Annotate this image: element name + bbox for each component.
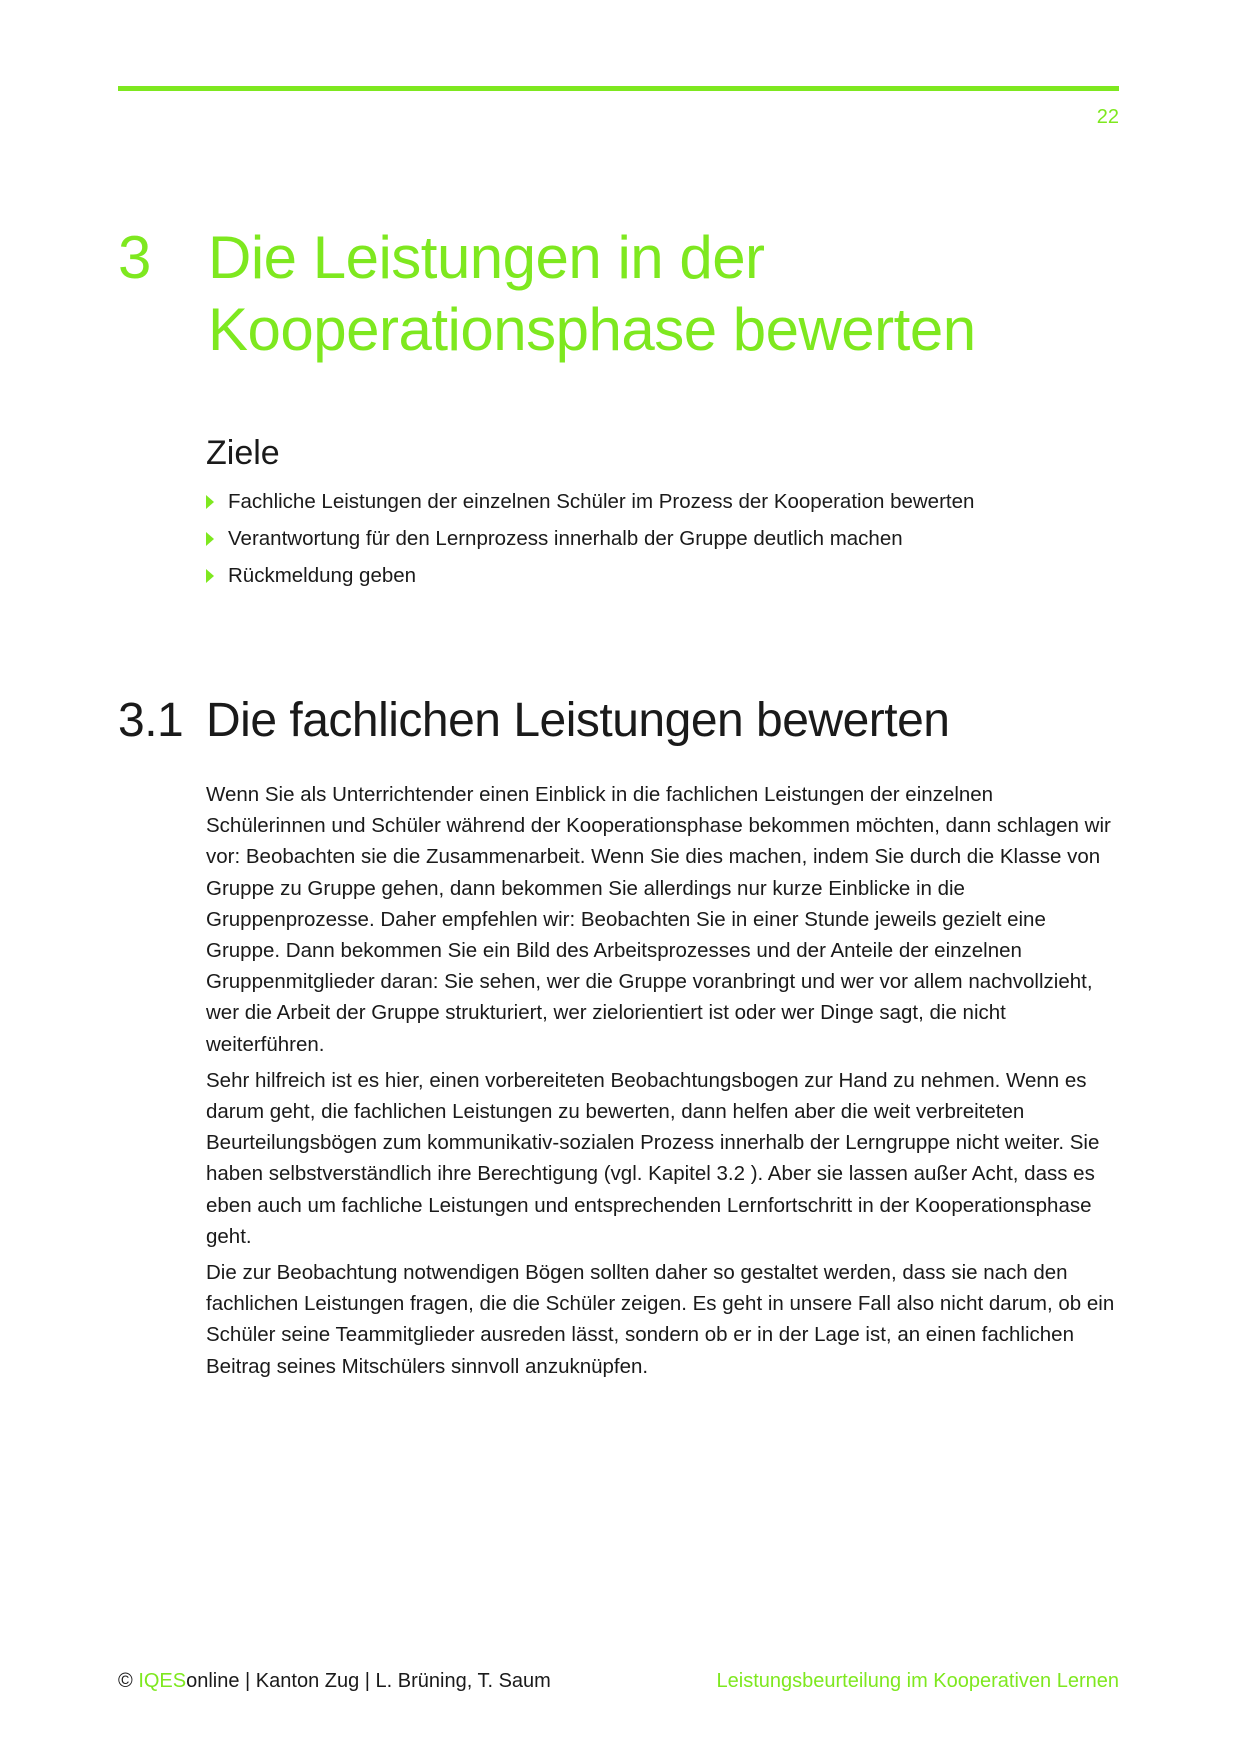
footer-credits [118,1670,551,1693]
goal-item-text: Fachliche Leistungen der einzelnen Schüler im Prozess der Kooperation bewerten [228,490,975,513]
paragraph: Die zur Beobachtung notwendigen Bögen sollten daher so gestaltet werden, dass sie nach den fachlichen Leistungen fragen, die die Schüler zeigen. Es geht in unsere Fall also nicht darum, ob ein Schüler seine Teammitglieder ausreden lässt, sondern ob er in der Lage ist, an einen fachlichen Beitrag seines Mitschülers sinnvoll anzuknüpfen. [206,1261,1115,1378]
goal-item-text: Rückmeldung geben [228,564,417,587]
footer-authors: | Kanton Zug | L. Brüning, T. Saum [239,1670,551,1692]
chapter-title [118,222,1118,366]
goal-item [206,520,1106,557]
page-number: 22 [1096,106,1119,128]
brand-rest: online [186,1670,240,1692]
paragraph: Sehr hilfreich ist es hier, einen vorbereiteten Beobachtungsbogen zur Hand zu nehmen. Wenn es darum geht, die fachlichen Leistungen zu bewerten, dann helfen aber die weit verbreiteten Beurteilungsbögen zum kommunikativ-sozialen Prozess innerhalb der Lerngruppe nicht weiter. Sie haben selbstverständlich ihre Berechtigung (vgl. Kapitel 3.2 ). Aber sie lassen außer Acht, dass es eben auch um fachliche Leistungen und entsprechenden Lernfortschritt in der Kooperationsphase geht. [206,1068,1100,1248]
copyright-symbol: © [118,1670,133,1692]
triangle-bullet-icon [206,569,214,583]
section-title-text: Die fachlichen Leistungen bewerten [206,694,950,747]
section-number: 3.1 [118,694,184,747]
footer-document-title: Leistungsbeurteilung im Kooperativen Lernen [716,1670,1119,1692]
triangle-bullet-icon [206,495,214,509]
chapter-title-line-2: Kooperationsphase bewerten [208,296,976,363]
section-title [118,693,950,748]
section-body [206,779,1116,1387]
goal-item [206,483,1106,520]
paragraph: Wenn Sie als Unterrichtender einen Einblick in die fachlichen Leistungen der einzelnen Schülerinnen und Schüler während der Kooperationsphase bekommen möchten, dann schlagen wir vor: Beobachten sie die Zusammenarbeit. Wenn Sie dies machen, indem Sie durch die Klasse von Gruppe zu Gruppe gehen, dann bekommen Sie allerdings nur kurze Einblicke in die Gruppenprozesse. Daher empfehlen wir: Beobachten Sie in einer Stunde jeweils gezielt eine Gruppe. Dann bekommen Sie ein Bild des Arbeitsprozesses und der Anteile der einzelnen Gruppenmitglieder daran: Sie sehen, wer die Gruppe voranbringt und wer vor allem nachvollzieht, wer die Arbeit der Gruppe strukturiert, wer zielorientiert ist oder wer Dinge sagt, die nicht weiterführen. [206,783,1111,1056]
header-rule [118,86,1119,91]
goals-block [206,434,1106,594]
chapter-title-line-1: Die Leistungen in der [208,224,765,291]
chapter-number: 3 [118,224,152,291]
goal-item-text: Verantwortung für den Lernprozess innerhalb der Gruppe deutlich machen [228,527,903,550]
triangle-bullet-icon [206,532,214,546]
goal-item [206,557,1106,594]
brand-accent: IQES [138,1670,187,1692]
goals-heading: Ziele [206,434,280,472]
goals-list [206,483,1106,594]
